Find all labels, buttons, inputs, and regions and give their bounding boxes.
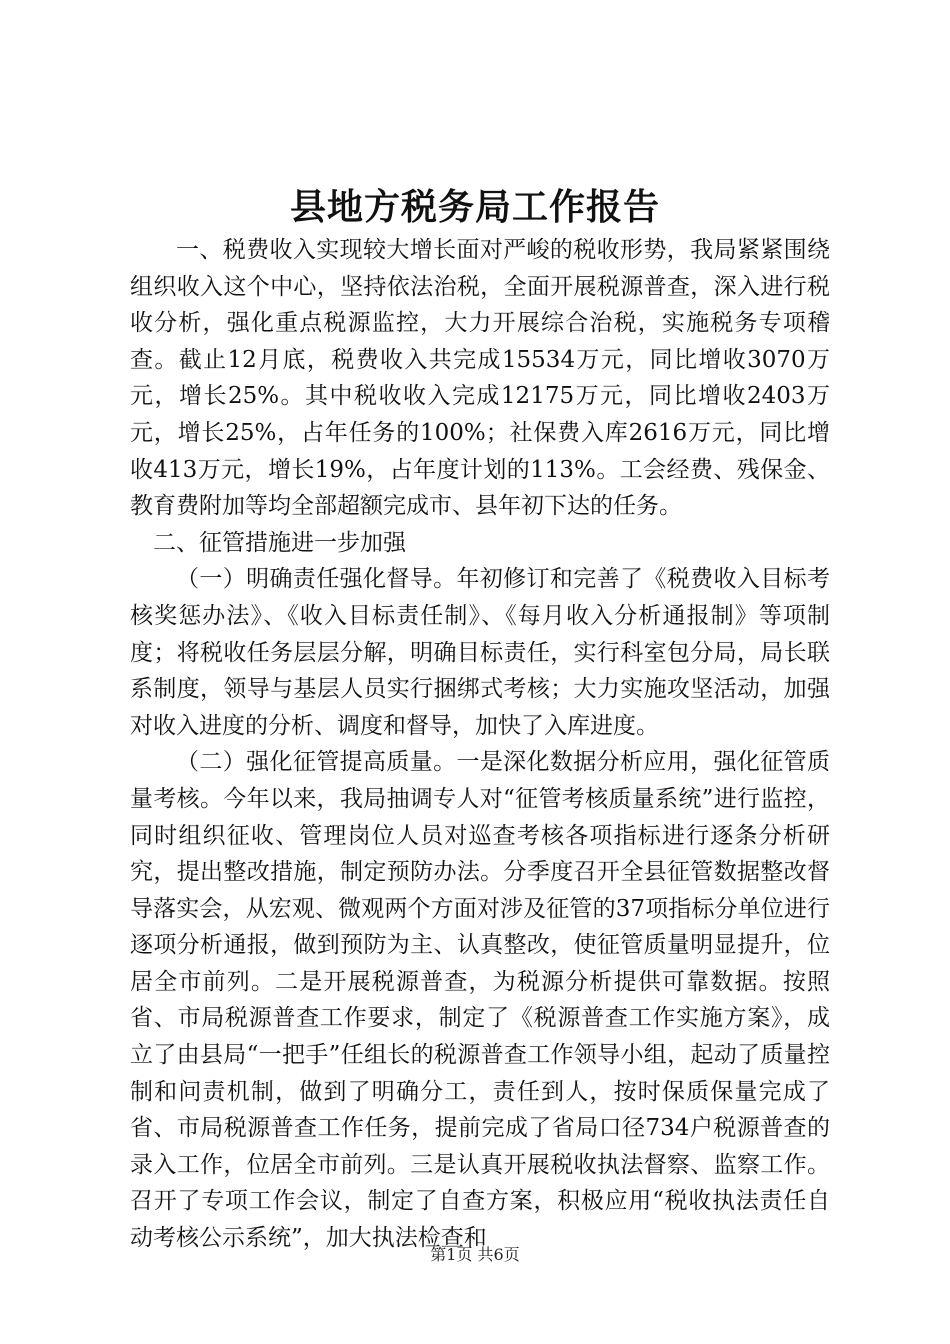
document-body xyxy=(130,232,830,1257)
paragraph-collection-quality: （二）强化征管提高质量。一是深化数据分析应用，强化征管质量考核。今年以来，我局抽调专人对“征管考核质量系统”进行监控，同时组织征收、管理岗位人员对巡查考核各项指标进行逐条分析研究，提出整改措施，制定预防办法。分季度召开全县征管数据整改督导落实会，从宏观、微观两个方面对涉及征管的37项指标分单位进行逐项分析通报，做到预防为主、认真整改，使征管质量明显提升，位居全市前列。二是开展税源普查，为税源分析提供可靠数据。按照省、市局税源普查工作要求，制定了《税源普查工作实施方案》，成立了由县局“一把手”任组长的税源普查工作领导小组，起动了质量控制和问责机制，做到了明确分工，责任到人，按时保质保量完成了省、市局税源普查工作任务，提前完成了省局口径734户税源普查的录入工作，位居全市前列。三是认真开展税收执法督察、监察工作。召开了专项工作会议，制定了自查方案，积极应用“税收执法责任自动考核公示系统”，加大执法检查和 xyxy=(130,749,830,1252)
section-heading-collection-measures: 二、征管措施进一步加强 xyxy=(153,529,406,556)
page-number-footer: 第1页 共6页 xyxy=(430,1245,520,1264)
paragraph-responsibility-supervision: （一）明确责任强化督导。年初修订和完善了《税费收入目标考核奖惩办法》、《收入目标责任制》、《每月收入分析通报制》等项制度；将税收任务层层分解，明确目标责任，实行科室包分局，局长联系制度，领导与基层人员实行捆绑式考核；大力实施攻坚活动，加强对收入进度的分析、调度和督导，加快了入库进度。 xyxy=(130,566,830,739)
paragraph-revenue-growth: 一、税费收入实现较大增长面对严峻的税收形势，我局紧紧围绕组织收入这个中心，坚持依法治税，全面开展税源普查，深入进行税收分析，强化重点税源监控，大力开展综合治税，实施税务专项稽查。截止12月底，税费收入共完成15534万元，同比增收3070万元，增长25%。其中税收收入完成12175万元，同比增收2403万元，增长25%，占年任务的100%；社保费入库2616万元，同比增收413万元，增长19%，占年度计划的113%。工会经费、残保金、教育费附加等均全部超额完成市、县年初下达的任务。 xyxy=(130,237,830,520)
document-title: 县地方税务局工作报告 xyxy=(289,186,660,228)
